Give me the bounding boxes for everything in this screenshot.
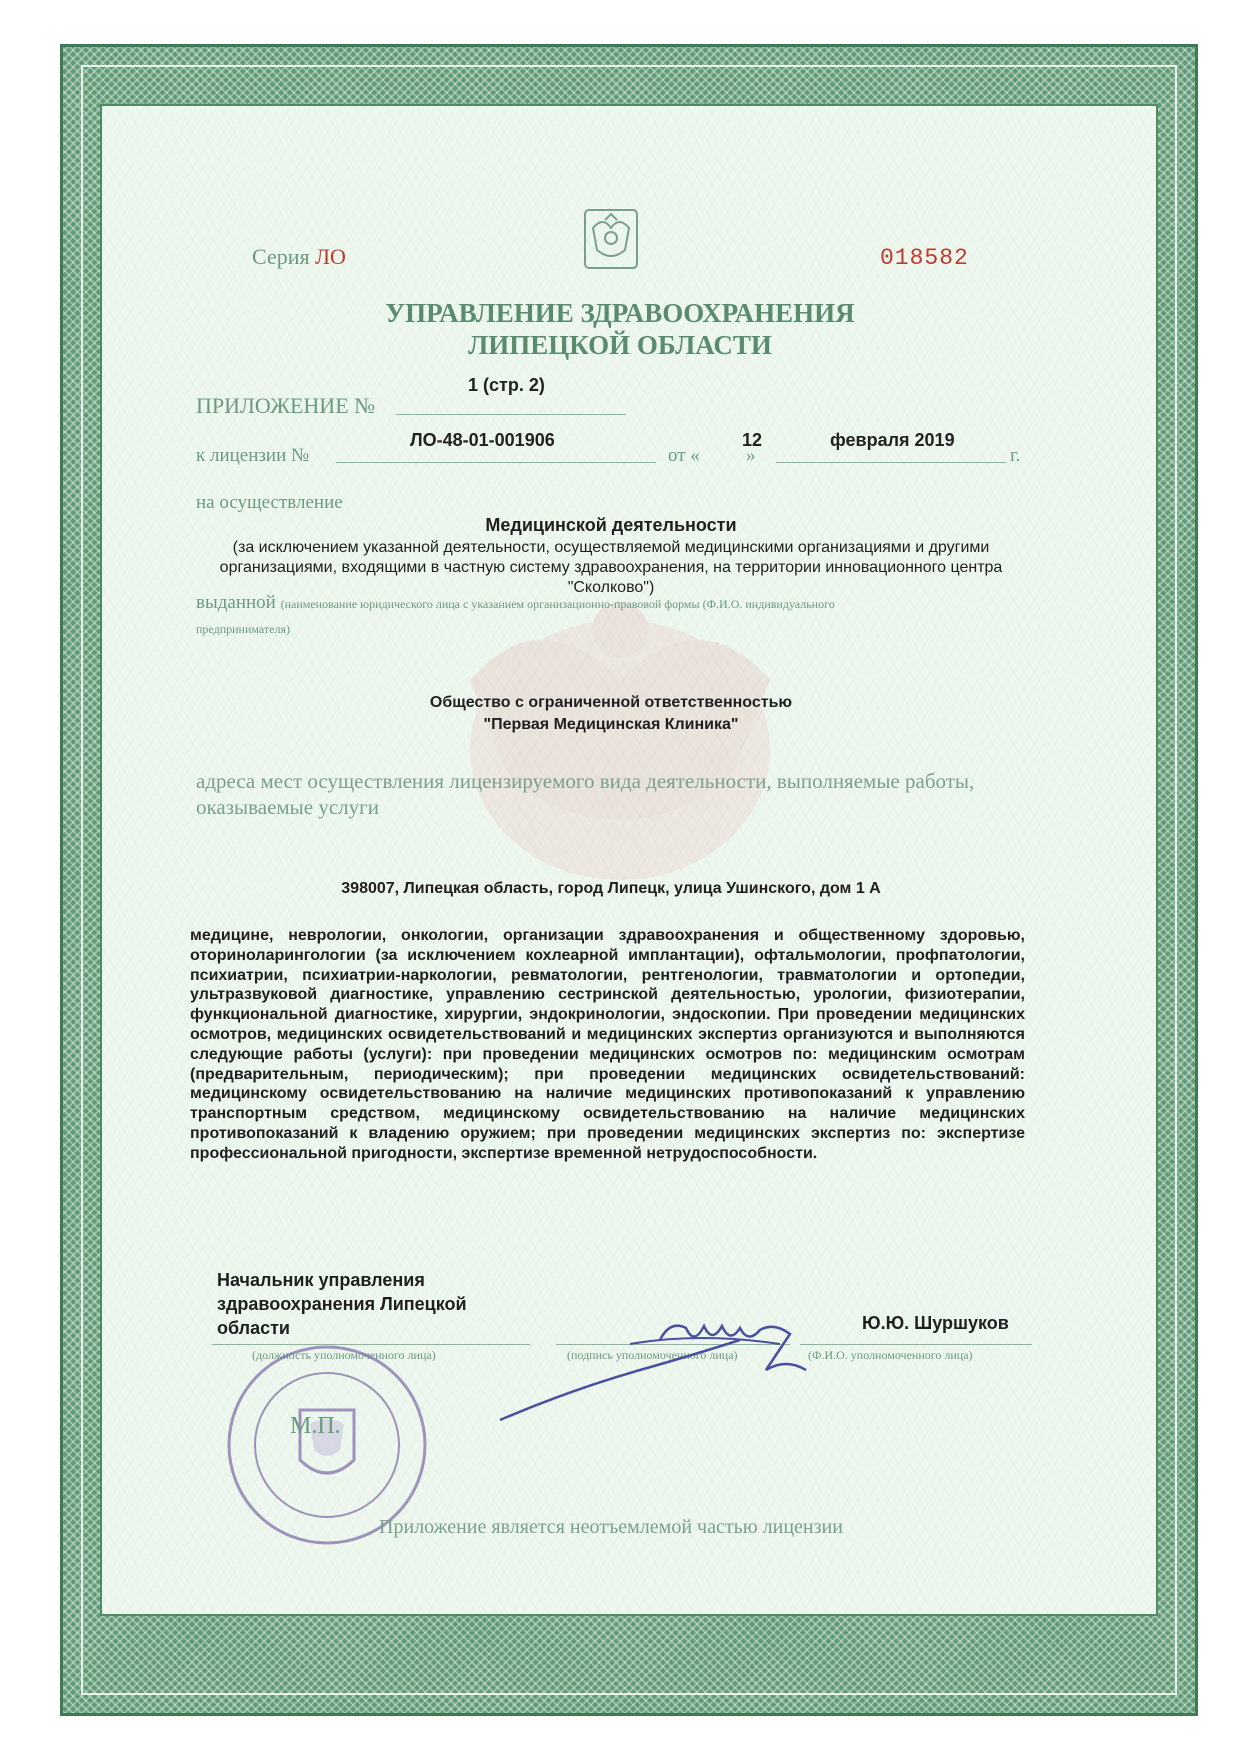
authority-title-line2: ЛИПЕЦКОЙ ОБЛАСТИ — [468, 330, 772, 360]
addresses-label: адреса мест осуществления лицензируемого вида деятельности, выполняемые работы, оказываемые услуги — [196, 769, 975, 819]
appendix-underline — [396, 414, 626, 415]
seal-label: М.П. — [290, 1413, 341, 1439]
activity-address: 398007, Липецкая область, город Липецк, улица Ушинского, дом 1 А — [341, 880, 881, 897]
license-month-year: февраля 2019 — [830, 430, 955, 450]
series-label-text: Серия — [252, 244, 310, 269]
license-underline — [336, 462, 656, 463]
year-suffix: г. — [1010, 445, 1021, 466]
date-from-label: от « — [668, 445, 700, 466]
organization-name: "Первая Медицинская Клиника" — [483, 716, 739, 733]
caption-fio: (Ф.И.О. уполномоченного лица) — [808, 1348, 973, 1362]
caption-signature: (подпись уполномоченного лица) — [567, 1348, 738, 1362]
license-number: ЛО-48-01-001906 — [410, 430, 555, 450]
issued-note: (наименование юридического лица с указанием организационно-правовой формы (Ф.И.О. индивидуального — [280, 597, 835, 611]
signer-position: Начальник управления здравоохранения Липецкой области — [217, 1270, 467, 1338]
authority-title-line1: УПРАВЛЕНИЕ ЗДРАВООХРАНЕНИЯ — [385, 298, 855, 328]
series-value: ЛО — [315, 244, 346, 269]
activity-title: Медицинской деятельности — [485, 515, 737, 535]
activity-note: (за исключением указанной деятельности, осуществляемой медицинскими организациями и другими организациями, входящими в частную систему здравоохранения, на территории инновационного центра "Сколково") — [219, 539, 1003, 596]
issued-label — [196, 592, 835, 614]
license-day: 12 — [742, 430, 763, 450]
footer-note: Приложение является неотъемлемой частью лицензии — [379, 1516, 843, 1538]
coat-of-arms-icon — [583, 208, 639, 270]
signer-name: Ю.Ю. Шуршуков — [862, 1313, 1009, 1333]
organization-form: Общество с ограниченной ответственностью — [429, 694, 793, 711]
appendix-label: ПРИЛОЖЕНИЕ № — [196, 393, 376, 418]
entrepreneur-note: предпринимателя) — [196, 622, 290, 636]
handwritten-signature-icon — [490, 1300, 850, 1430]
appendix-value: 1 (стр. 2) — [468, 375, 545, 395]
caption-position: (должность уполномоченного лица) — [252, 1348, 436, 1362]
issued-label-text: выданной — [196, 592, 276, 613]
license-label: к лицензии № — [196, 445, 310, 466]
activity-label: на осуществление — [196, 492, 343, 513]
services-list: медицине, неврологии, онкологии, организации здравоохранения и общественному здоровью, оториноларингологии (за исключением кохлеарной имплантации), офтальмологии, профпатологии, психиатрии, психиатрии-наркологии, ревматологии, рентгенологии, травматологии и ортопедии, ультразвуковой диагностике, управлению сестринской деятельностью, урологии, физиотерапии, функциональной диагностике, хирургии, эндокринологии, эндоскопии. При проведении медицинских осмотров, медицинских освидетельствований и медицинских экспертиз организуются и выполняются следующие работы (услуги): при проведении медицинских осмотров по: медицинским осмотрам (предварительным, периодическим); при проведении медицинских освидетельствований: медицинскому освидетельствованию на наличие медицинских противопоказаний к управлению транспортным средством, медицинскому освидетельствованию на наличие медицинских противопоказаний к владению оружием; при проведении медицинских экспертиз по: экспертизе профессиональной пригодности, экспертизе временной нетрудоспособности. — [190, 927, 1025, 1162]
date-underline — [776, 462, 1006, 463]
form-number: 018582 — [880, 245, 969, 271]
series-label — [252, 244, 346, 270]
date-quote-close: » — [746, 445, 756, 466]
